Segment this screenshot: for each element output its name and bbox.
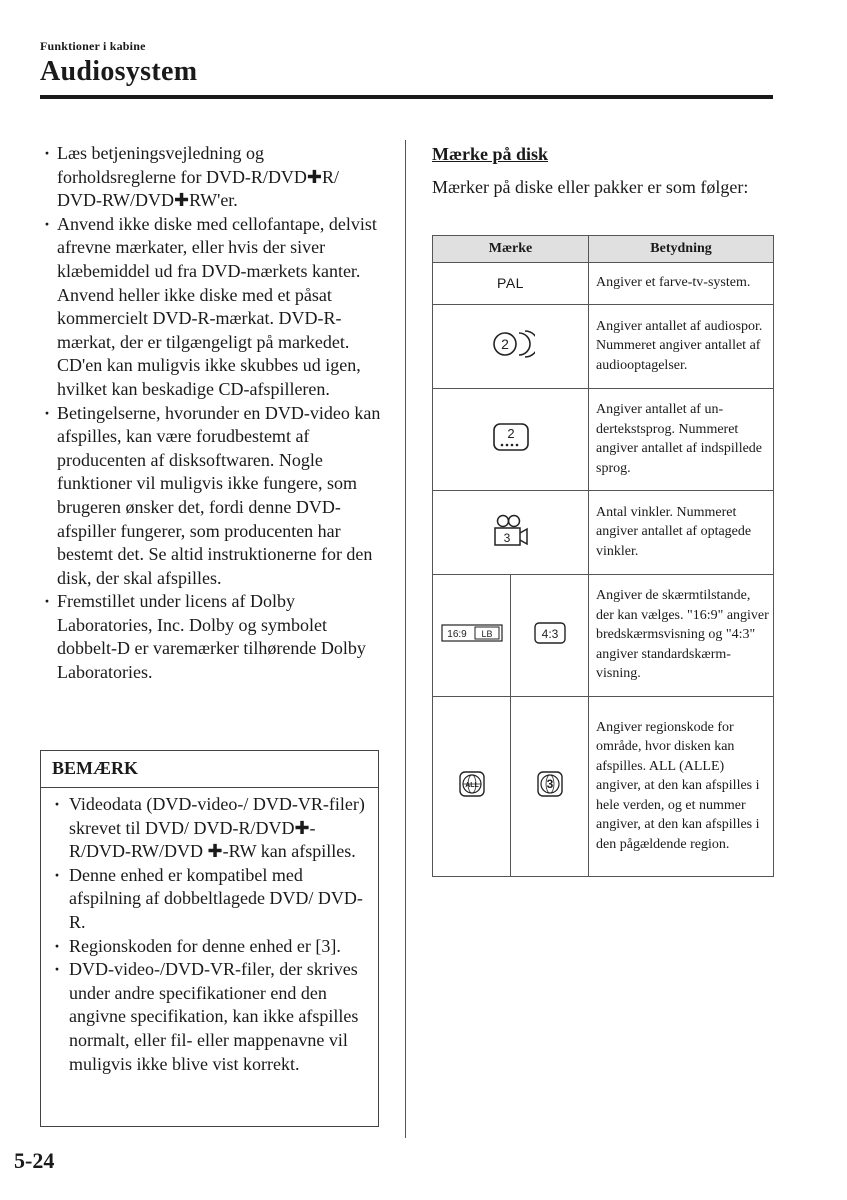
standard-label: 4:3: [541, 627, 558, 641]
list-item: · Denne enhed er kompatibel med afspilning af dobbeltlagede DVD/ DVD-R.: [52, 864, 370, 935]
left-column: [42, 142, 382, 685]
column-divider: [405, 140, 406, 1138]
audio-tracks-icon: [487, 328, 535, 360]
mark-cell: [433, 575, 511, 697]
audio-count: 2: [500, 336, 509, 352]
meaning-cell: Angiver antallet af audiospor. Nummeret angiver antallet af audiooptagelser.: [589, 305, 774, 389]
precaution-list: [42, 142, 382, 685]
list-item: · DVD-video-/DVD-VR-filer, der skrives under andre specifikationer end den angivne specifikation, kan ikke afspilles normalt, eller fil- eller mappenavne vil muligvis ikke blive vist korrekt.: [52, 958, 370, 1076]
angle-count: 3: [503, 531, 510, 545]
region-all-icon: [458, 770, 486, 798]
list-item: · Fremstillet under licens af Dolby Laboratories, Inc. Dolby og symbolet dobbelt-D er varemærker tilhørende Dolby Laboratories.: [42, 590, 382, 684]
subtitle-icon: [491, 421, 531, 453]
table-row: [433, 491, 774, 575]
page-title: Audiosystem: [40, 56, 198, 87]
widescreen-icon: [441, 623, 503, 643]
camera-angle-icon: [491, 512, 531, 548]
list-item: · Betingelserne, hvorunder en DVD-video kan afspilles, kan være forudbestemt af producenten af disksoftwaren. Nogle funktioner vil muligvis ikke fungere, som brugeren ønsker det, fordi denne DVD-afspiller fungerer, som producenten har bestemt det. Se altid instruktionerne for den disk, der skal afspilles.: [42, 402, 382, 591]
mark-cell: [511, 575, 589, 697]
table-row: [433, 263, 774, 305]
title-rule: [40, 95, 773, 99]
section-label: Funktioner i kabine: [40, 39, 146, 53]
mark-cell: [433, 263, 589, 305]
meaning-cell: Angiver antallet af undertekstsprog. Nummeret angiver antallet af indspillede sprog.: [589, 389, 774, 491]
subtitle-count: 2: [506, 426, 515, 441]
region-all-label: ALL: [464, 782, 479, 789]
letterbox-label: LB: [480, 629, 493, 639]
mark-cell: [511, 697, 589, 877]
region-code-icon: [536, 770, 564, 798]
mark-cell: [433, 697, 511, 877]
page-number: 5-24: [14, 1148, 55, 1173]
widescreen-label: 16:9: [446, 629, 467, 640]
disc-marks-table: [432, 235, 774, 877]
meaning-cell: Antal vinkler. Nummeret angiver antallet af optagede vinkler.: [589, 491, 774, 575]
disc-marks-heading: Mærke på disk: [432, 144, 549, 164]
table-row: [433, 305, 774, 389]
note-body: [41, 788, 378, 1076]
standard-screen-icon: [533, 621, 567, 645]
pal-mark: PAL: [497, 274, 524, 291]
list-item: · Regionskoden for denne enhed er [3].: [52, 935, 370, 959]
mark-cell: [433, 305, 589, 389]
region-number: 3: [546, 777, 553, 791]
disc-marks-intro: Mærker på diske eller pakker er som følger:: [432, 177, 749, 197]
table-row: [433, 697, 774, 877]
list-item: · Anvend ikke diske med cellofantape, delvist afrevne mærkater, eller hvis der siver klæbemiddel ud fra DVD-mærkets kanter. Anvend heller ikke diske med et påsat kommercielt DVD-R-mærkat. DVD-R-mærkat, der er tilgængeligt på markedet. CD'en kan muligvis ikke skubbes ud igen, hvilket kan beskadige CD-afspilleren.: [42, 213, 382, 402]
table-row: [433, 575, 774, 697]
note-box: [40, 750, 379, 1127]
table-header-mark: Mærke: [433, 236, 589, 263]
meaning-cell: Angiver et farve-tv-system.: [589, 263, 774, 305]
mark-cell: [433, 389, 589, 491]
table-row: [433, 389, 774, 491]
right-column: [432, 142, 774, 199]
meaning-cell: Angiver de skærmtilstande, der kan vælges. "16:9" angiver bredskærmsvisning og "4:3" angiver standardskærmvisning.: [589, 575, 774, 697]
list-item: · Læs betjeningsvejledning og forholdsreglerne for DVD-R/DVD✚R/ DVD-RW/DVD✚RW'er.: [42, 142, 382, 213]
note-heading: BEMÆRK: [41, 751, 378, 788]
table-header-meaning: Betydning: [589, 236, 774, 263]
meaning-cell: Angiver regionskode for område, hvor disken kan afspilles. ALL (ALLE) angiver, at den kan afspilles i hele verden, og et nummer angiver, at den kan afspilles i den pågældende region.: [589, 697, 774, 877]
mark-cell: [433, 491, 589, 575]
list-item: · Videodata (DVD-video-/ DVD-VR-filer) skrevet til DVD/ DVD-R/DVD✚-R/DVD-RW/DVD ✚-RW kan afspilles.: [52, 793, 370, 864]
note-list: [52, 793, 370, 1076]
